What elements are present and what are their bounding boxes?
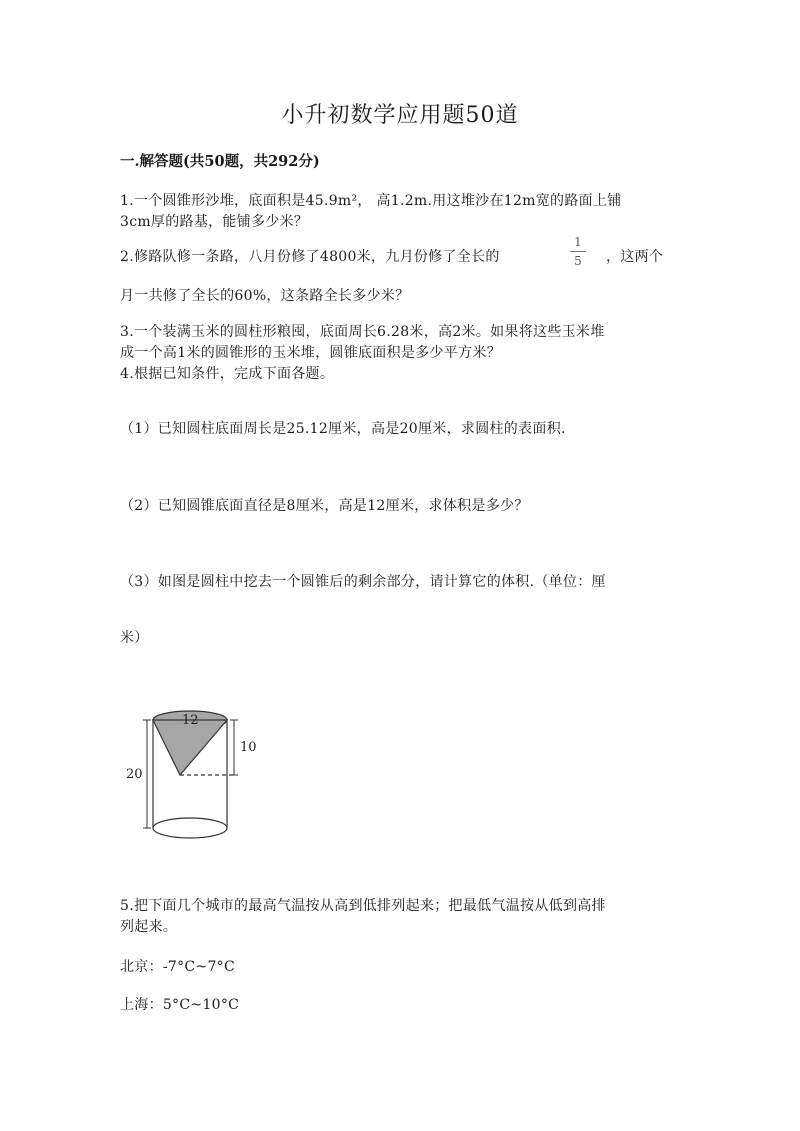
diameter-label: 12 — [182, 713, 199, 728]
fraction-bar — [570, 251, 586, 252]
fraction-one-fifth — [568, 236, 588, 267]
cone-height-label: 10 — [240, 740, 257, 755]
page-title: 小升初数学应用题50道 — [281, 103, 519, 128]
cone-shape — [153, 720, 227, 775]
q5-line1: 5.把下面几个城市的最高气温按从高到低排列起来；把最低气温按从低到高排 — [120, 898, 606, 914]
q1-line2: 3cm厚的路基，能铺多少米？ — [120, 214, 309, 230]
cylinder-height-label: 20 — [126, 767, 143, 782]
q4-part2: （2）已知圆锥底面直径是8厘米，高是12厘米，求体积是多少？ — [120, 498, 529, 514]
q2-line2: 月一共修了全长的60%，这条路全长多少米？ — [120, 288, 410, 304]
q1-line1: 1.一个圆锥形沙堆，底面积是45.9m²， 高1.2m.用这堆沙在12m宽的路面上铺 — [120, 193, 622, 209]
q3-line1: 3.一个装满玉米的圆柱形粮囤，底面周长6.28米，高2米。如果将这些玉米堆 — [120, 324, 605, 340]
cylinder-cone-figure — [120, 700, 270, 845]
fraction-denominator: 5 — [574, 254, 582, 268]
section-heading: 一.解答题(共50题，共292分) — [120, 153, 320, 170]
q4-part3-line2: 米） — [120, 630, 149, 646]
q2-after-fraction: ，这两个 — [606, 249, 664, 265]
q5-shanghai: 上海：5°C~10°C — [120, 997, 240, 1013]
q5-beijing: 北京：-7°C~7°C — [120, 959, 235, 975]
q4-part1: （1）已知圆柱底面周长是25.12厘米，高是20厘米，求圆柱的表面积. — [120, 421, 566, 437]
q3-line2: 成一个高1米的圆锥形的玉米堆，圆锥底面积是多少平方米？ — [120, 345, 502, 361]
q4-intro: 4.根据已知条件，完成下面各题。 — [120, 366, 335, 382]
q5-line2: 列起来。 — [120, 919, 178, 935]
fraction-numerator: 1 — [574, 235, 582, 249]
q2-line1: 2.修路队修一条路，八月份修了4800米，九月份修了全长的 — [120, 249, 500, 265]
cylinder-bottom-ellipse — [153, 818, 227, 838]
q4-part3-line1: （3）如图是圆柱中挖去一个圆锥后的剩余部分，请计算它的体积.（单位：厘 — [120, 574, 606, 590]
